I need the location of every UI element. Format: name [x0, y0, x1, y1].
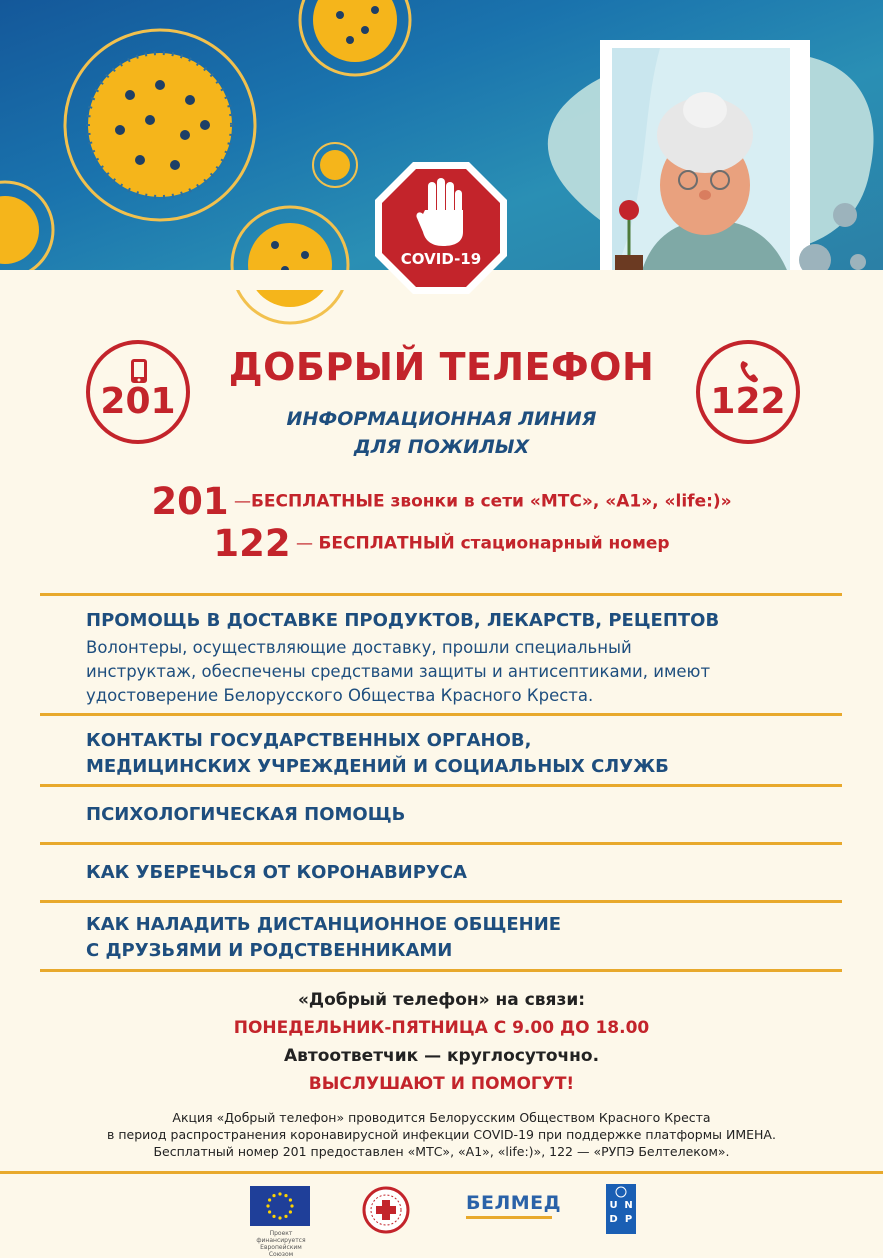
virus-icon — [0, 182, 53, 278]
virus-icon — [232, 207, 348, 323]
schedule-slogan: ВЫСЛУШАЮТ И ПОМОГУТ! — [308, 1074, 575, 1094]
phone-description: звонки в сети «МТС», «А1», «life:)» — [384, 491, 732, 512]
divider — [40, 713, 842, 716]
section-title-line: ПРОМОЩЬ В ДОСТАВКЕ ПРОДУКТОВ, ЛЕКАРСТВ, РЕЦЕПТОВ — [86, 610, 720, 631]
section-title-line: ПСИХОЛОГИЧЕСКАЯ ПОМОЩЬ — [86, 804, 406, 825]
belmed-logo — [466, 1192, 562, 1219]
grandmother-illustration — [600, 40, 810, 290]
divider — [40, 784, 842, 787]
badge-number: 122 — [710, 381, 786, 422]
belmed-name: БЕЛМЕД — [466, 1192, 562, 1214]
section-title — [86, 912, 846, 964]
section-title — [86, 860, 846, 886]
eu-flag-icon — [250, 1186, 310, 1226]
divider — [40, 969, 842, 972]
page-subtitle — [0, 405, 883, 461]
phone-dash: — — [228, 491, 251, 512]
phone-free-label: БЕСПЛАТНЫЕ — [250, 491, 385, 512]
section-title-line: МЕДИЦИНСКИХ УЧРЕЖДЕНИЙ И СОЦИАЛЬНЫХ СЛУЖБ — [86, 756, 669, 777]
undp-letter: N — [624, 1200, 633, 1211]
section-body-line: удостоверение Белорусского Общества Красного Креста. — [86, 686, 594, 705]
section-title-line: КОНТАКТЫ ГОСУДАРСТВЕННЫХ ОРГАНОВ, — [86, 730, 532, 751]
stop-sign-label: COVID-19 — [400, 250, 482, 268]
section-title-line: КАК УБЕРЕЧЬСЯ ОТ КОРОНАВИРУСА — [86, 862, 467, 883]
fine-print-line: Бесплатный номер 201 предоставлен «МТС», «А1», «life:)», 122 — «РУПЭ Белтелеком». — [153, 1144, 730, 1159]
undp-letter: P — [624, 1214, 633, 1225]
phone-description: стационарный номер — [454, 533, 670, 554]
fine-print-line: в период распространения коронавирусной инфекции COVID-19 при поддержке платформы ИМЕНА. — [107, 1127, 776, 1142]
divider — [40, 593, 842, 596]
badge-number: 201 — [100, 381, 176, 422]
undp-letter: U — [609, 1200, 618, 1211]
red-cross-icon — [362, 1186, 410, 1234]
section-body-line: Волонтеры, осуществляющие доставку, прошли специальный — [86, 638, 632, 657]
page-title: ДОБРЫЙ ТЕЛЕФОН — [228, 345, 655, 389]
section-title — [86, 802, 846, 828]
phone-line-122 — [0, 522, 883, 565]
banner-illustration — [0, 0, 883, 278]
schedule-answering-machine: Автоответчик — круглосуточно. — [283, 1046, 600, 1066]
virus-icon — [300, 0, 410, 75]
subtitle-line: ДЛЯ ПОЖИЛЫХ — [353, 436, 530, 458]
undp-letters — [606, 1199, 636, 1227]
belmed-underline — [466, 1216, 552, 1219]
section-title — [86, 608, 846, 634]
section-body — [86, 636, 846, 708]
subtitle-line: ИНФОРМАЦИОННАЯ ЛИНИЯ — [286, 408, 597, 430]
phone-line-201 — [0, 480, 883, 523]
red-cross-logo — [362, 1186, 410, 1238]
divider — [40, 900, 842, 903]
eu-caption — [250, 1230, 312, 1258]
stop-sign-icon — [373, 160, 509, 296]
undp-logo — [606, 1184, 636, 1238]
phone-number: 201 — [151, 480, 229, 523]
phone-dash: — — [290, 533, 319, 554]
section-title-line: С ДРУЗЬЯМИ И РОДСТВЕННИКАМИ — [86, 940, 453, 961]
fine-print-line: Акция «Добрый телефон» проводится Белорусским Обществом Красного Креста — [172, 1110, 711, 1125]
virus-icon — [313, 143, 357, 187]
virus-icon — [65, 30, 255, 220]
eu-caption-line: Европейским Союзом — [260, 1244, 302, 1258]
schedule-intro: «Добрый телефон» на связи: — [297, 990, 586, 1010]
section-title-line: КАК НАЛАДИТЬ ДИСТАНЦИОННОЕ ОБЩЕНИЕ — [86, 914, 562, 935]
eu-logo — [250, 1186, 312, 1258]
schedule-hours: ПОНЕДЕЛЬНИК-ПЯТНИЦА С 9.00 ДО 18.00 — [233, 1018, 650, 1038]
divider — [40, 842, 842, 845]
section-title — [86, 728, 846, 780]
section-body-line: инструктаж, обеспечены средствами защиты и антисептиками, имеют — [86, 662, 711, 681]
divider — [0, 1171, 883, 1174]
fine-print — [0, 1109, 883, 1160]
undp-letter: D — [609, 1214, 618, 1225]
eu-caption-line: Проект финансируется — [256, 1230, 306, 1244]
phone-free-label: БЕСПЛАТНЫЙ — [318, 533, 455, 554]
phone-number: 122 — [213, 522, 291, 565]
